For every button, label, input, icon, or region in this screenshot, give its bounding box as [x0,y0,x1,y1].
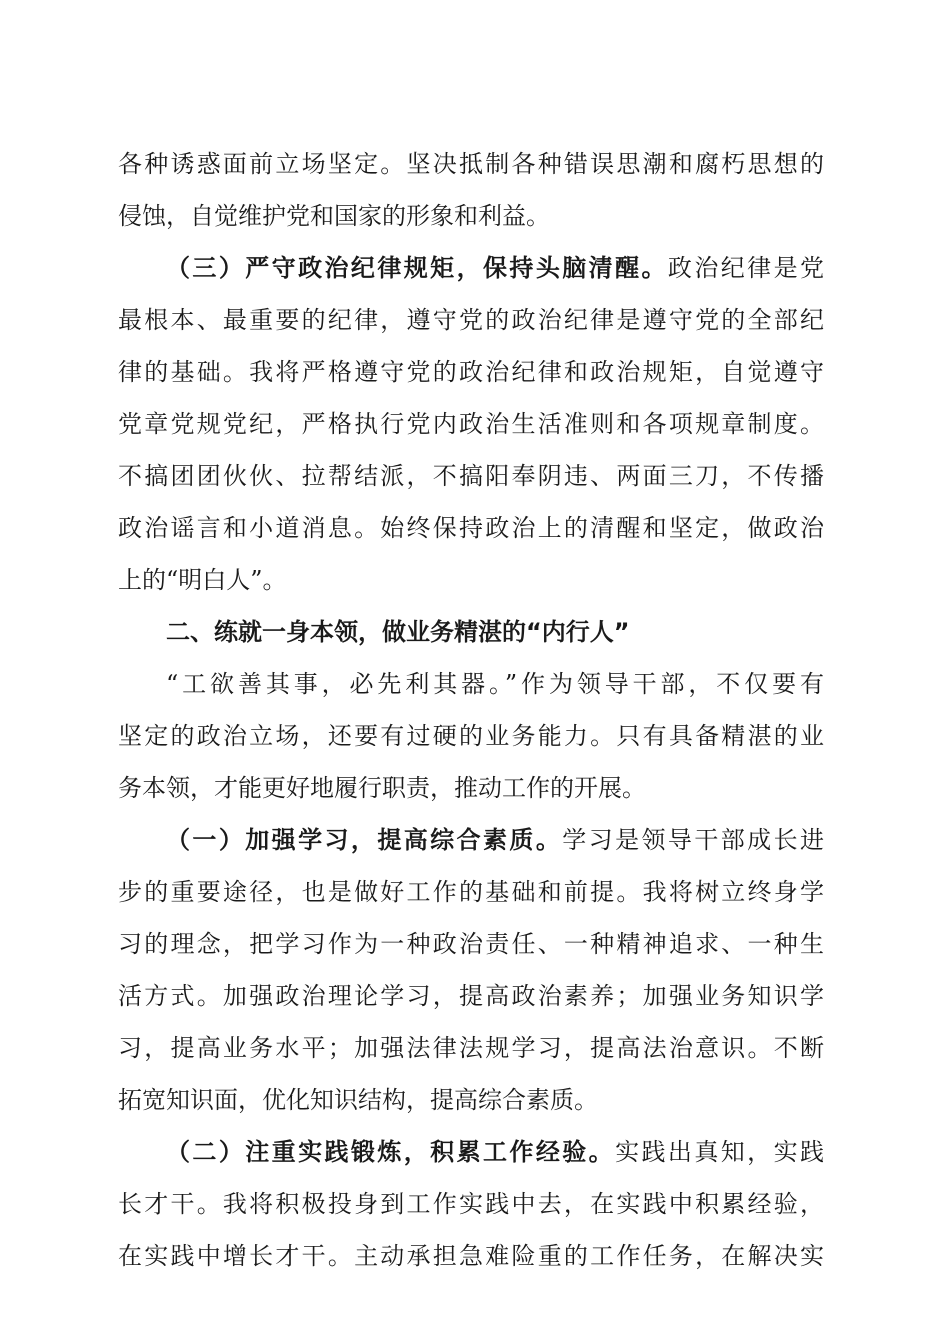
text-line: 政治谣言和小道消息。始终保持政治上的清醒和坚定，做政治 [118,514,824,542]
text-line: 上的“明白人”。 [118,566,287,594]
text-line: 长才干。我将积极投身到工作实践中去，在实践中积累经验， [118,1190,824,1218]
text-line: 律的基础。我将严格遵守党的政治纪律和政治规矩，自觉遵守 [118,358,824,386]
subsection-heading: （二）注重实践锻炼，积累工作经验。 [166,1137,616,1166]
text-line: 不搞团团伙伙、拉帮结派，不搞阳奉阴违、两面三刀，不传播 [118,462,824,490]
text-line: 拓宽知识面，优化知识结构，提高综合素质。 [118,1086,598,1114]
text-line: 务本领，才能更好地履行职责，推动工作的开展。 [118,774,646,802]
section-heading: 二、练就一身本领，做业务精湛的“内行人” [166,618,630,646]
text-line: 活方式。加强政治理论学习，提高政治素养；加强业务知识学 [118,982,824,1010]
text-line: 最根本、最重要的纪律，遵守党的政治纪律是遵守党的全部纪 [118,306,824,334]
document-body [118,138,824,1282]
text-line: “工欲善其事，必先利其器。”作为领导干部，不仅要有 [166,670,824,698]
section-heading-line [118,606,824,658]
text-line: 党章党规党纪，严格执行党内政治生活准则和各项规章制度。 [118,410,824,438]
text-line: 侵蚀，自觉维护党和国家的形象和利益。 [118,202,550,230]
text-line: 在实践中增长才干。主动承担急难险重的工作任务，在解决实 [118,1242,824,1270]
text-line: 习，提高业务水平；加强法律法规学习，提高法治意识。不断 [118,1034,824,1062]
section-lead-line: （三）严守政治纪律规矩，保持头脑清醒。政治纪律是党 [166,253,824,282]
text-line: 各种诱惑面前立场坚定。坚决抵制各种错误思潮和腐朽思想的 [118,150,824,178]
section-lead-line: （二）注重实践锻炼，积累工作经验。实践出真知，实践 [166,1137,824,1166]
text-line: 习的理念，把学习作为一种政治责任、一种精神追求、一种生 [118,930,824,958]
text-line: 步的重要途径，也是做好工作的基础和前提。我将树立终身学 [118,878,824,906]
subsection-heading: （三）严守政治纪律规矩，保持头脑清醒。 [166,253,668,282]
subsection-heading: （一）加强学习，提高综合素质。 [166,825,563,854]
section-lead-line: （一）加强学习，提高综合素质。学习是领导干部成长进 [166,825,824,854]
text-line: 坚定的政治立场，还要有过硬的业务能力。只有具备精湛的业 [118,722,824,750]
